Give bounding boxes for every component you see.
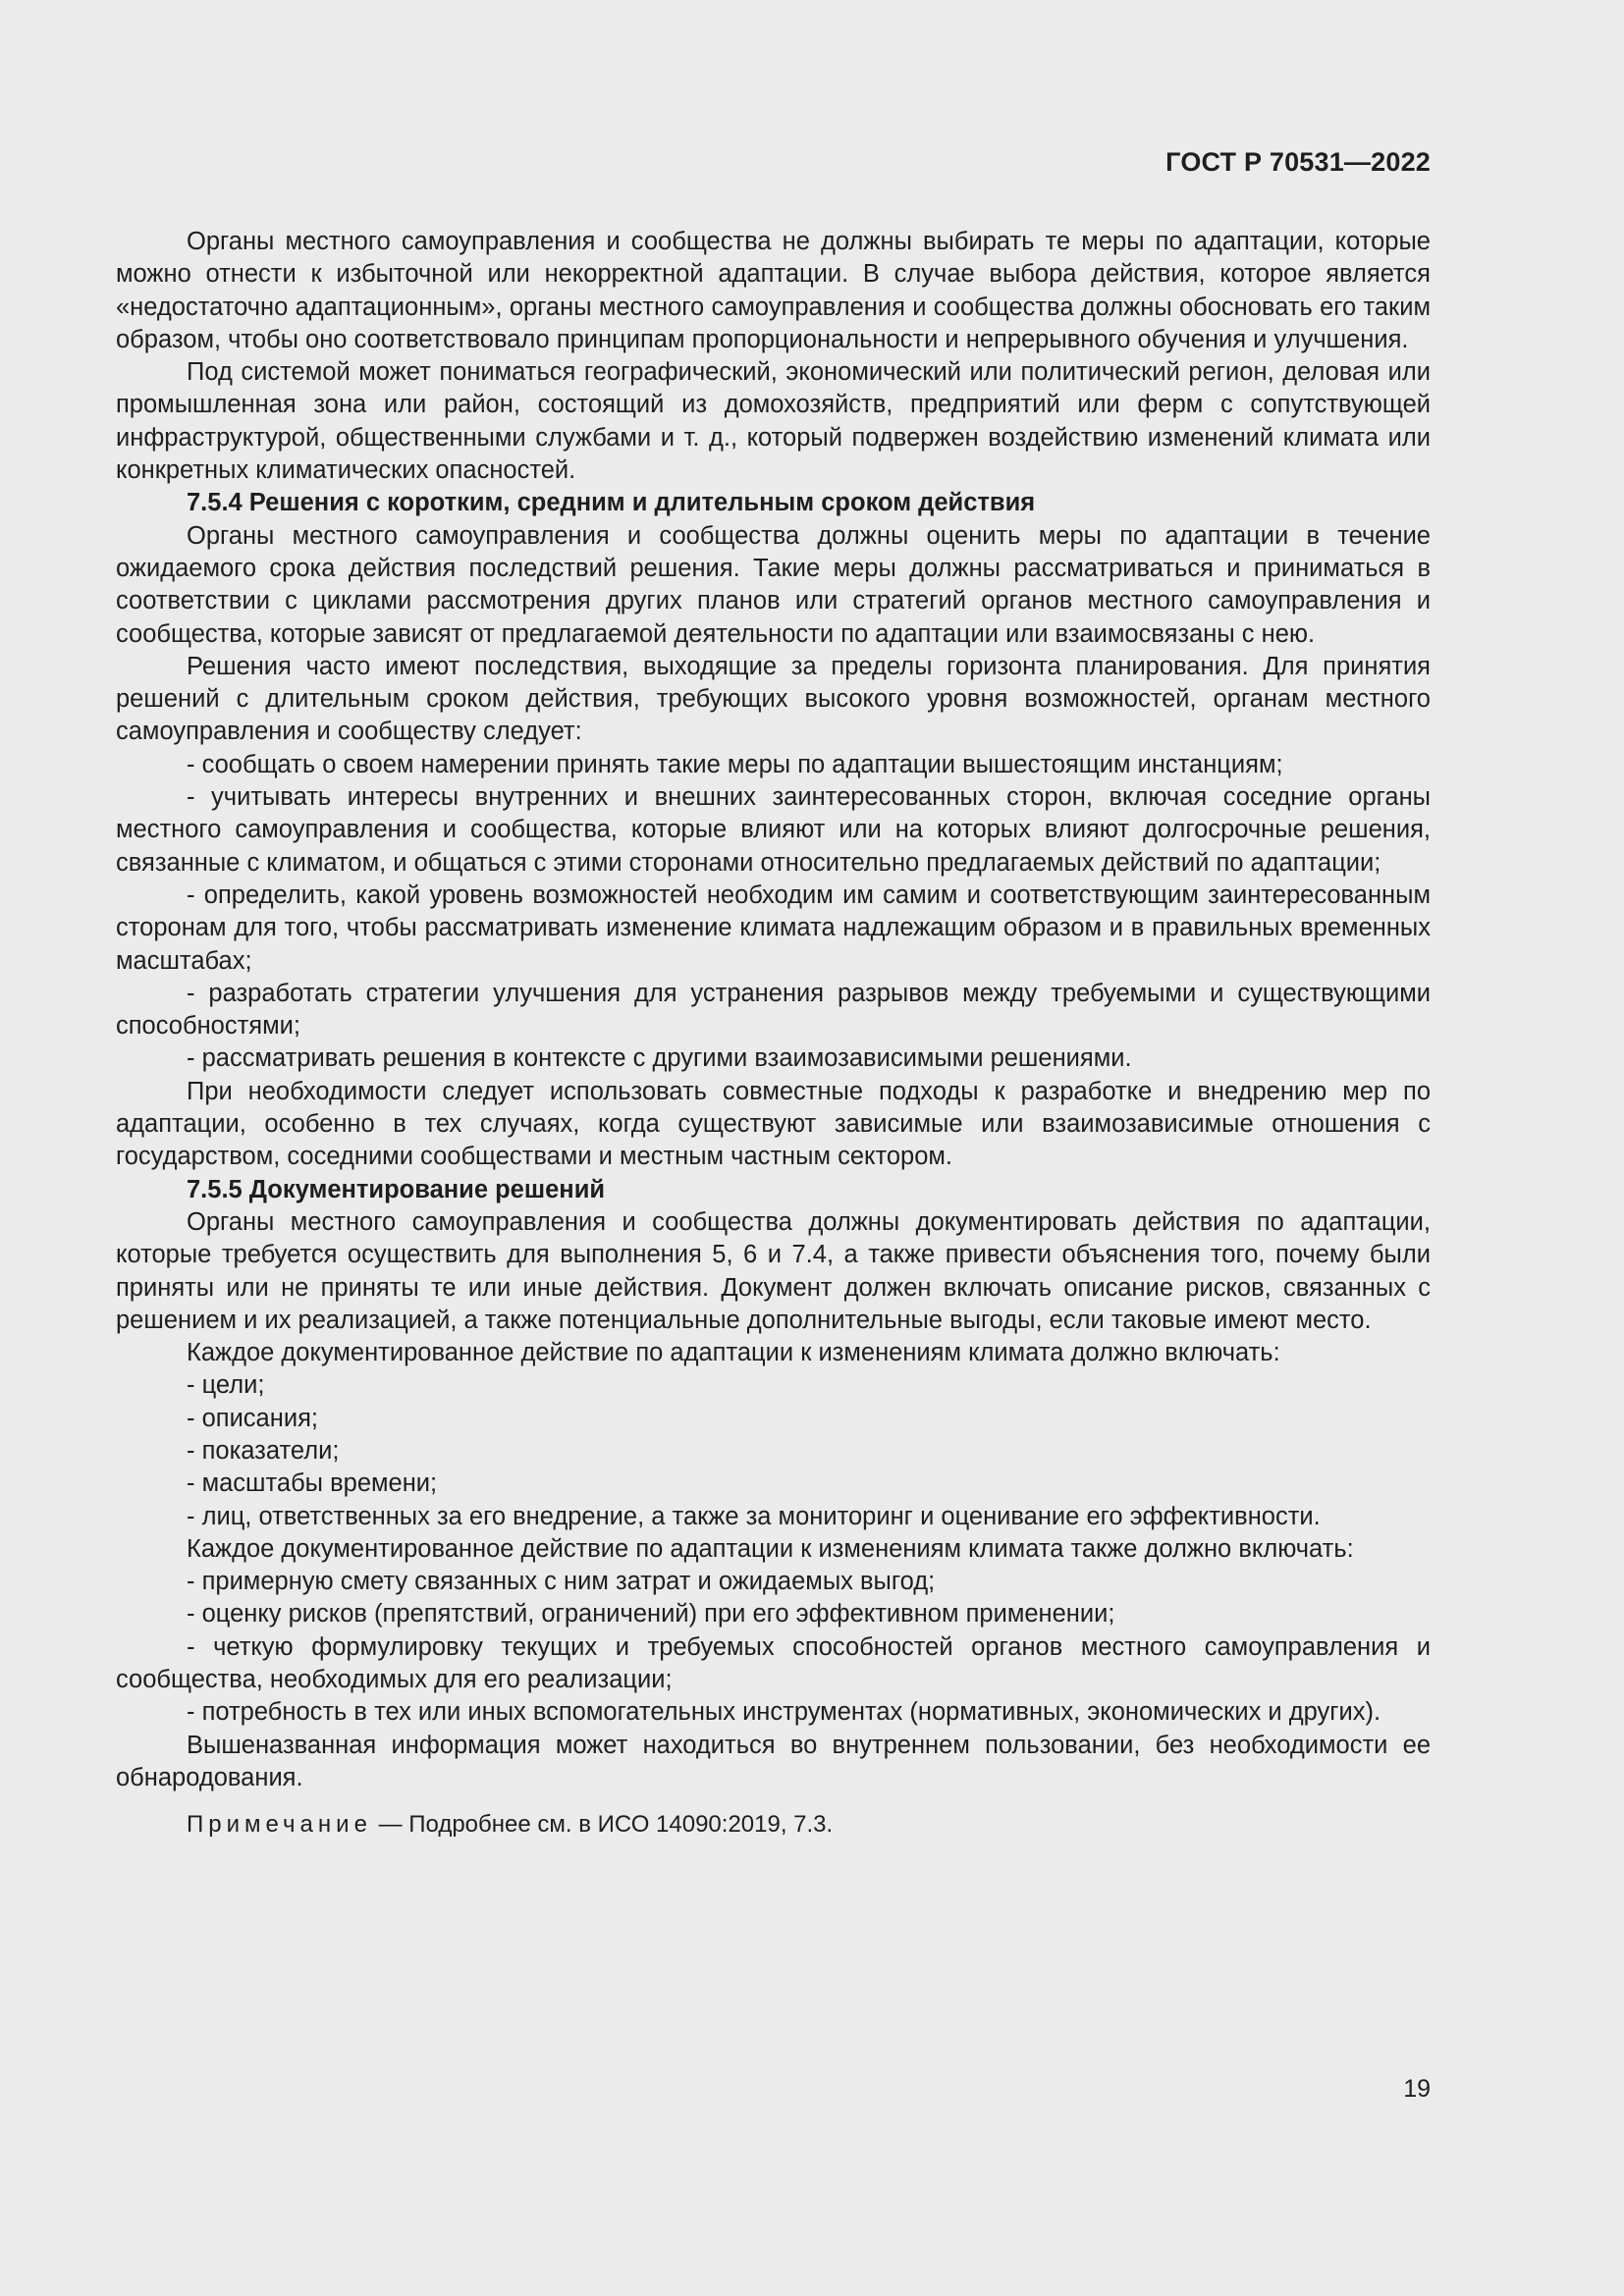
paragraph: При необходимости следует использовать совместные подходы к разработке и внедрению мер по адаптации, особенно в тех случаях, когда существуют зависимые или взаимозависимые отношения с государством, соседними сообществами и местным частным сектором. bbox=[116, 1077, 1431, 1171]
list-item: - рассматривать решения в контексте с другими взаимозависимыми решениями. bbox=[187, 1044, 1132, 1073]
note-text: — Подробнее см. в ИСО 14090:2019, 7.3. bbox=[371, 1811, 834, 1839]
section-heading: 7.5.4 Решения с коротким, средним и длительным сроком действия bbox=[187, 489, 1036, 517]
note-label: Примечание bbox=[187, 1811, 372, 1839]
list-item: - описания; bbox=[187, 1404, 318, 1432]
paragraph: Каждое документированное действие по адаптации к изменениям климата также должно включать: bbox=[187, 1534, 1354, 1563]
list-item: - цели; bbox=[187, 1371, 265, 1400]
paragraph: Вышеназванная информация может находиться во внутреннем пользовании, без необходимости ее обнародования. bbox=[116, 1731, 1431, 1791]
paragraph: Органы местного самоуправления и сообщества должны документировать действия по адаптации, которые требуется осуществить для выполнения 5, 6 и 7.4, а также привести объяснения того, почему были приняты или не приняты те или иные действия. Документ должен включать описание рисков, связанных с решением и их реализацией, а также потенциальные дополнительные выгоды, если таковые имеют место. bbox=[116, 1207, 1431, 1334]
page-number: 19 bbox=[1403, 2075, 1431, 2103]
list-item: - оценку рисков (препятствий, ограничений) при его эффективном применении; bbox=[187, 1600, 1115, 1629]
list-item: - сообщать о своем намерении принять такие меры по адаптации вышестоящим инстанциям; bbox=[187, 750, 1283, 778]
paragraph: Под системой может пониматься географический, экономический или политический регион, деловая или промышленная зона или район, состоящий из домохозяйств, предприятий или ферм с сопутствующей инфраструктурой, общественными службами и т. д., который подвержен воздействию изменений климата или конкретных климатических опасностей. bbox=[116, 358, 1431, 485]
paragraph: Органы местного самоуправления и сообщества должны оценить меры по адаптации в течение ожидаемого срока действия последствий решения. Такие меры должны рассматриваться и приниматься в соответствии с циклами рассмотрения других планов или стратегий органов местного самоуправления и сообщества, которые зависят от предлагаемой деятельности по адаптации или взаимосвязаны с нею. bbox=[116, 521, 1431, 648]
list-item: - примерную смету связанных с ним затрат и ожидаемых выгод; bbox=[187, 1568, 936, 1596]
list-item: - лиц, ответственных за его внедрение, а также за мониторинг и оценивание его эффективности. bbox=[187, 1502, 1321, 1530]
section-heading: 7.5.5 Документирование решений bbox=[187, 1175, 606, 1203]
list-item: - определить, какой уровень возможностей необходим им самим и соответствующим заинтересованным сторонам для того, чтобы рассматривать изменение климата надлежащим образом и в правильных временных масштабах; bbox=[116, 881, 1431, 975]
list-item: - четкую формулировку текущих и требуемых способностей органов местного самоуправления и сообщества, необходимых для его реализации; bbox=[116, 1632, 1431, 1694]
document-body bbox=[116, 226, 1431, 1842]
paragraph: Решения часто имеют последствия, выходящие за пределы горизонта планирования. Для принятия решений с длительным сроком действия, требующих высокого уровня возможностей, органам местного самоуправления и сообществу следует: bbox=[116, 652, 1431, 746]
list-item: - масштабы времени; bbox=[187, 1469, 438, 1498]
paragraph: Органы местного самоуправления и сообщества не должны выбирать те меры по адаптации, которые можно отнести к избыточной или некорректной адаптации. В случае выбора действия, которое является «недостаточно адаптационным», органы местного самоуправления и сообщества должны обосновать его таким образом, чтобы оно соответствовало принципам пропорциональности и непрерывного обучения и улучшения. bbox=[116, 228, 1431, 353]
list-item: - учитывать интересы внутренних и внешних заинтересованных сторон, включая соседние органы местного самоуправления и сообщества, которые влияют или на которых влияют долгосрочные решения, связанные с климатом, и общаться с этими сторонами относительно предлагаемых действий по адаптации; bbox=[116, 783, 1431, 877]
paragraph: Каждое документированное действие по адаптации к изменениям климата должно включать: bbox=[187, 1339, 1280, 1367]
document-id-header: ГОСТ Р 70531—2022 bbox=[1165, 147, 1431, 177]
list-item: - разработать стратегии улучшения для устранения разрывов между требуемыми и существующими способностями; bbox=[116, 979, 1431, 1041]
list-item: - показатели; bbox=[187, 1436, 340, 1465]
list-item: - потребность в тех или иных вспомогательных инструментах (нормативных, экономических и других). bbox=[187, 1698, 1381, 1727]
note bbox=[116, 1808, 1431, 1841]
